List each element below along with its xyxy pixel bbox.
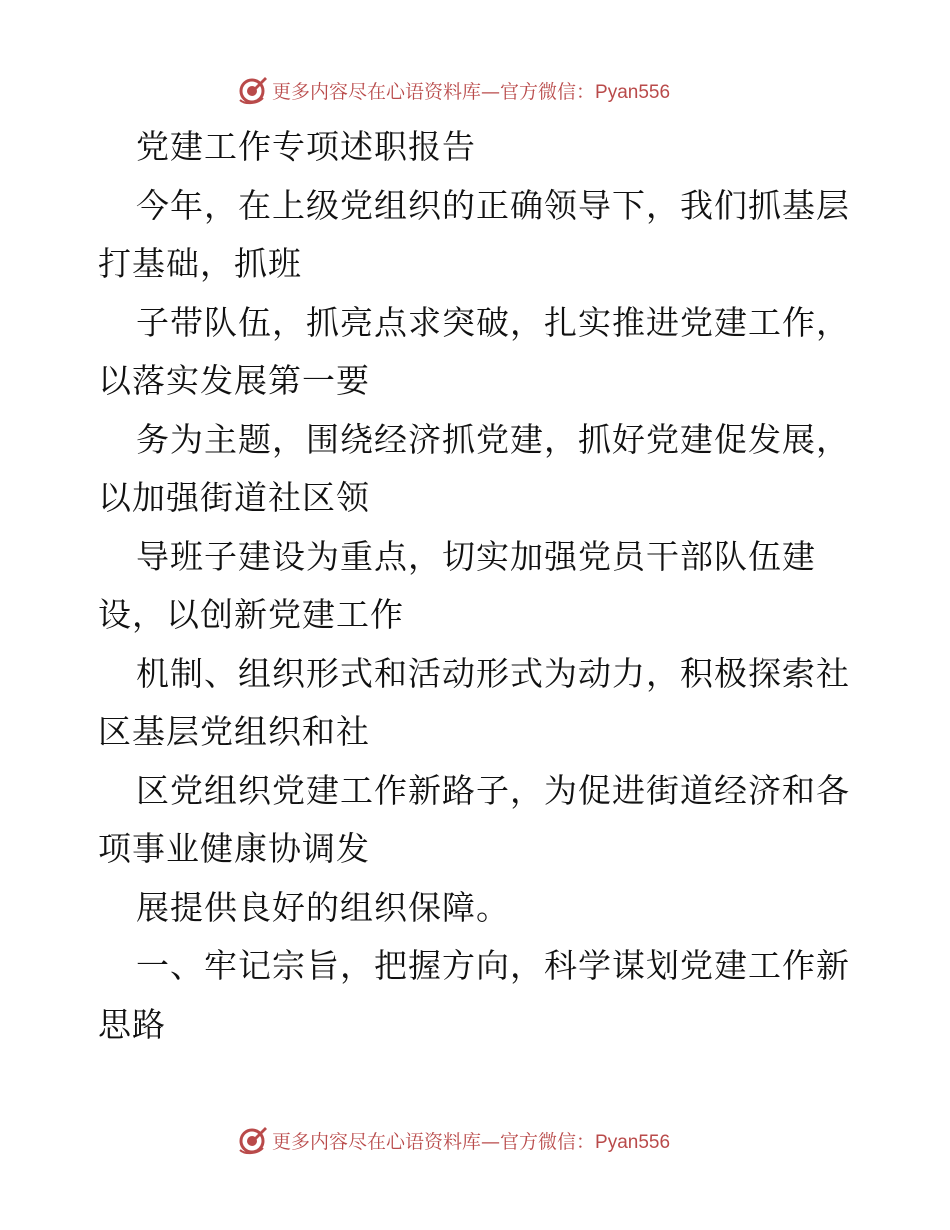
text-line: 打基础，抓班 [98, 244, 302, 283]
text-line: 展提供良好的组织保障。 [136, 887, 510, 927]
document-title: 党建工作专项述职报告 [136, 127, 476, 166]
watermark-id: Pyan556 [595, 81, 671, 103]
text-line: 务为主题，围绕经济抓党建，抓好党建促发展， [136, 419, 850, 459]
section-heading: 一、牢记宗旨，把握方向，科学谋划党建工作新 [136, 946, 850, 985]
text-line: 设，以创新党建工作 [98, 595, 404, 634]
watermark-text: 更多内容尽在心语资料库—官方微信：Pyan556 [272, 80, 671, 103]
text-line: 子带队伍，抓亮点求突破，扎实推进党建工作， [136, 302, 850, 342]
text-line: 以落实发展第一要 [98, 361, 370, 400]
text-line: 项事业健康协调发 [98, 829, 370, 868]
document-body [98, 118, 858, 1054]
pen-circle-logo-icon [236, 74, 268, 106]
text-line: 今年，在上级党组织的正确领导下，我们抓基层 [136, 185, 850, 225]
text-line: 机制、组织形式和活动形式为动力，积极探索社 [136, 653, 850, 693]
pen-circle-logo-icon [236, 1124, 268, 1156]
watermark-text: 更多内容尽在心语资料库—官方微信：Pyan556 [272, 1130, 671, 1153]
footer-watermark [236, 1123, 670, 1157]
watermark-id: Pyan556 [595, 1131, 671, 1153]
text-line: 区党组织党建工作新路子，为促进街道经济和各 [136, 770, 850, 810]
header-watermark [236, 73, 670, 107]
text-line: 以加强街道社区领 [98, 478, 370, 517]
text-line: 区基层党组织和社 [98, 712, 370, 751]
text-line: 导班子建设为重点，切实加强党员干部队伍建 [136, 536, 816, 576]
text-line: 思路 [98, 1004, 166, 1044]
